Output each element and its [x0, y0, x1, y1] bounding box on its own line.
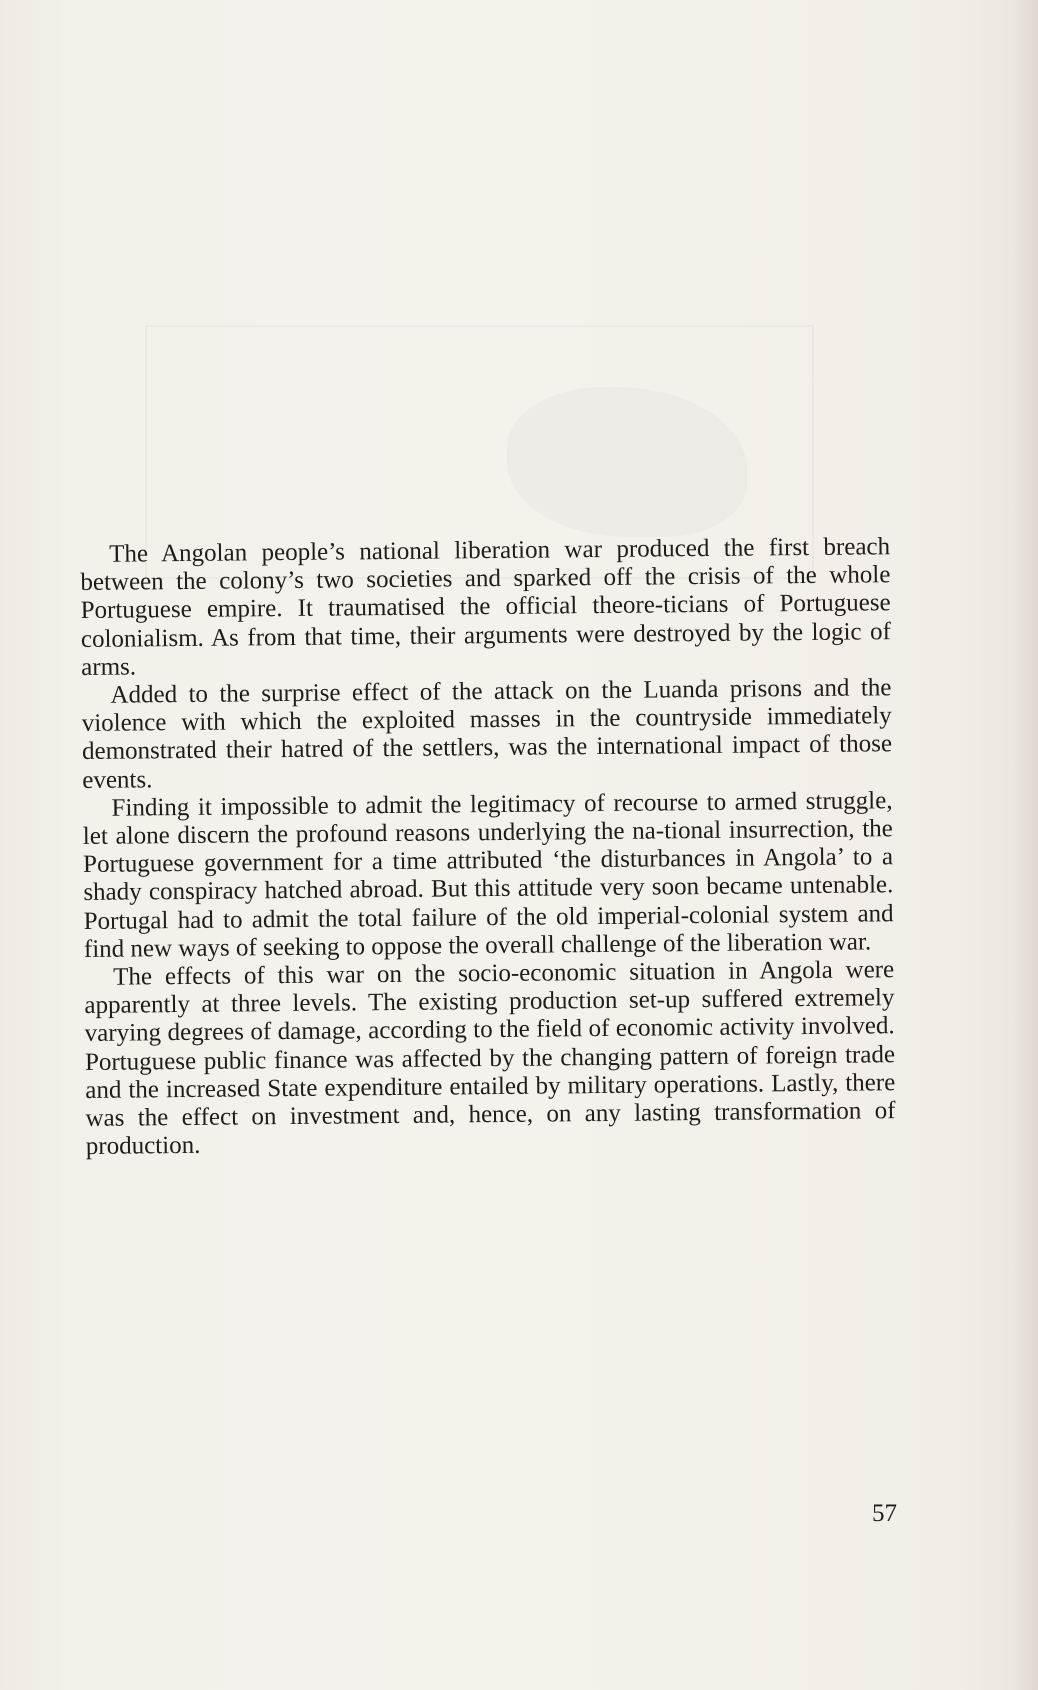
- body-text: [80, 533, 896, 1161]
- page-number: 57: [872, 1500, 897, 1527]
- paragraph-1: The Angolan people’s national liberation war produced the first breach between the colony’s two societies and sparked off the crisis of the whole Portuguese empire. It traumatised the official theore-ticians of Portuguese colonialism. As from that time, their arguments were destroyed by the logic of arms.: [80, 533, 892, 681]
- spine-shadow: [1010, 0, 1038, 1690]
- paragraph-3: Finding it impossible to admit the legitimacy of recourse to armed struggle, let alone discern the profound reasons underlying the na-tional insurrection, the Portuguese government for a time attributed ‘the disturbances in Angola’ to a shady conspiracy hatched abroad. But this attitude very soon became untenable. Portugal had to admit the total failure of the old imperial-colonial system and find new ways of seeking to oppose the overall challenge of the liberation war.: [82, 787, 894, 963]
- paragraph-4: The effects of this war on the socio-economic situation in Angola were apparently at three levels. The existing production set-up suffered extremely varying degrees of damage, according to the field of economic activity involved. Portuguese public finance was affected by the changing pattern of foreign trade and the increased State expenditure entailed by military operations. Lastly, there was the effect on investment and, hence, on any lasting transformation of production.: [84, 956, 896, 1161]
- paragraph-2: Added to the surprise effect of the attack on the Luanda prisons and the violence with which the exploited masses in the countryside immediately demonstrated their hatred of the settlers, was the international impact of those events.: [81, 674, 893, 794]
